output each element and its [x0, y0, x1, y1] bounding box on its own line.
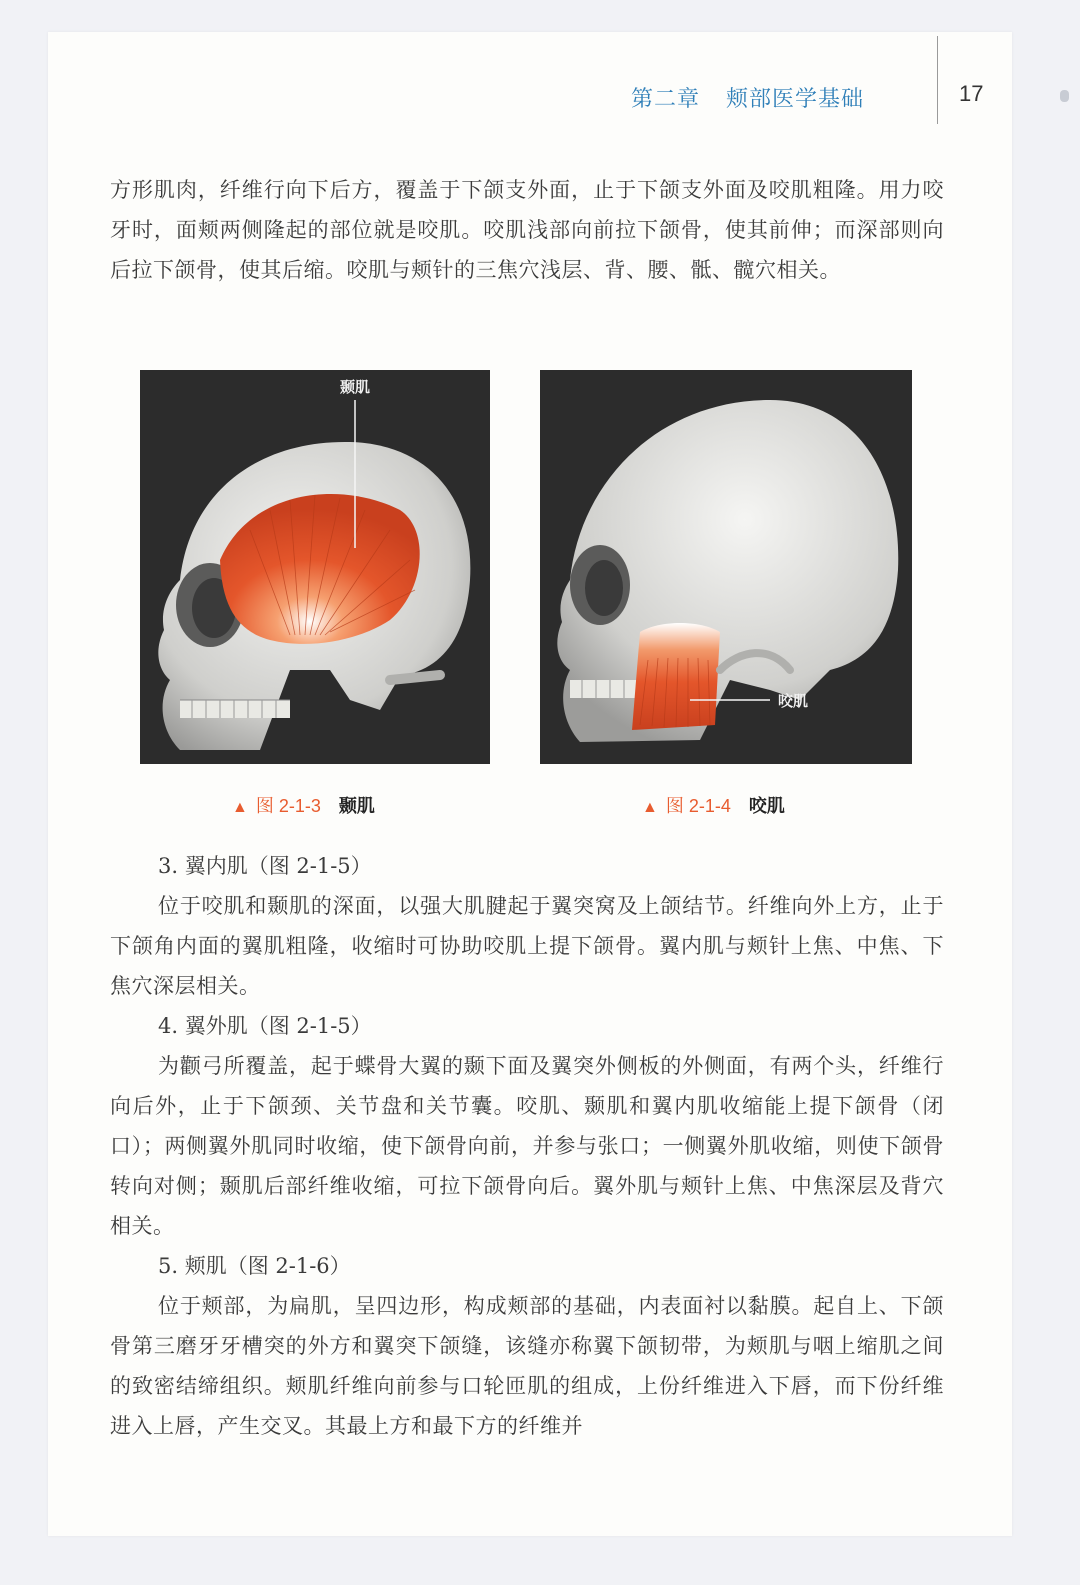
caption-number: 图 2-1-4	[665, 796, 731, 816]
figure-label-masseter: 咬肌	[778, 693, 809, 710]
running-header	[631, 82, 864, 113]
section-body-buccinator: 位于颊部，为扁肌，呈四边形，构成颊部的基础，内表面衬以黏膜。起自上、下颌骨第三磨牙牙槽突的外方和翼突下颌缝，该缝亦称翼下颌韧带，为颊肌与咽上缩肌之间的致密结缔组织。颊肌纤维向前参与口轮匝肌的组成，上份纤维进入下唇，而下份纤维进入上唇，产生交叉。其最上方和最下方的纤维并	[110, 1294, 944, 1438]
caption-figure-2-1-4	[642, 792, 785, 818]
figure-masseter	[540, 370, 912, 764]
skull-masseter-illustration	[540, 370, 912, 764]
chapter-title: 颊部医学基础	[725, 87, 864, 112]
page-number: 17	[959, 81, 984, 106]
caption-name: 颞肌	[338, 796, 375, 816]
section-heading-medial-pterygoid: 3. 翼内肌（图 2-1-5）	[158, 854, 372, 878]
scroll-indicator	[1060, 90, 1069, 102]
caption-figure-2-1-3	[232, 792, 375, 818]
chapter-number: 第二章	[630, 87, 700, 112]
caption-number: 图 2-1-3	[255, 796, 321, 816]
section-body-lateral-pterygoid: 为颧弓所覆盖，起于蝶骨大翼的颞下面及翼突外侧板的外侧面，有两个头，纤维行向后外，止于下颌颈、关节盘和关节囊。咬肌、颞肌和翼内肌收缩能上提下颌骨（闭口）；两侧翼外肌同时收缩，使下颌骨向前，并参与张口；一侧翼外肌收缩，则使下颌骨转向对侧；颞肌后部纤维收缩，可拉下颌骨向后。翼外肌与颊针上焦、中焦深层及背穴相关。	[110, 1054, 944, 1238]
figure-temporalis	[140, 370, 490, 764]
book-page	[48, 32, 1012, 1536]
intro-paragraph: 方形肌肉，纤维行向下后方，覆盖于下颌支外面，止于下颌支外面及咬肌粗隆。用力咬牙时，面颊两侧隆起的部位就是咬肌。咬肌浅部向前拉下颌骨，使其前伸；而深部则向后拉下颌骨，使其后缩。咬肌与颊针的三焦穴浅层、背、腰、骶、髋穴相关。	[110, 178, 944, 282]
skull-temporalis-illustration	[140, 370, 490, 764]
header-divider	[937, 36, 938, 124]
triangle-marker-icon: ▲	[232, 799, 248, 816]
section-heading-buccinator: 5. 颊肌（图 2-1-6）	[158, 1254, 351, 1278]
caption-name: 咬肌	[748, 796, 785, 816]
section-heading-lateral-pterygoid: 4. 翼外肌（图 2-1-5）	[158, 1014, 372, 1038]
triangle-marker-icon: ▲	[642, 799, 658, 816]
section-body-medial-pterygoid: 位于咬肌和颞肌的深面，以强大肌腱起于翼突窝及上颌结节。纤维向外上方，止于下颌角内面的翼肌粗隆，收缩时可协助咬肌上提下颌骨。翼内肌与颊针上焦、中焦、下焦穴深层相关。	[110, 894, 944, 998]
figure-label-temporalis: 颞肌	[340, 379, 371, 396]
